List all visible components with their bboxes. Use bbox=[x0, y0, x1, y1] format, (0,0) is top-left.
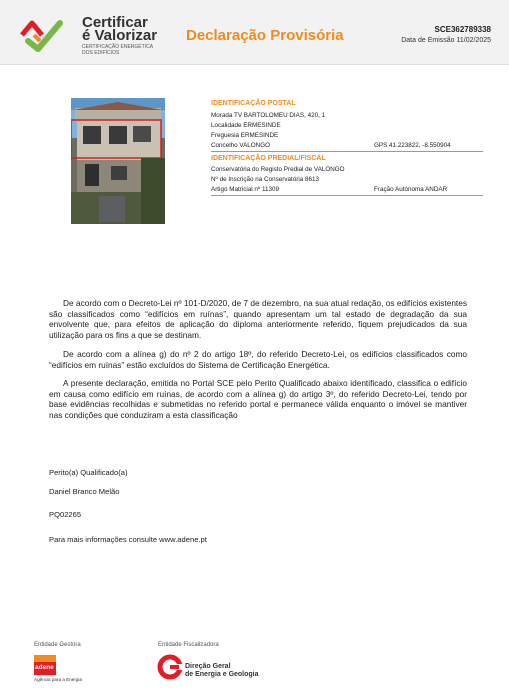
gestora-label: Entidade Gestora bbox=[34, 642, 81, 648]
adene-logo-text: adene bbox=[35, 664, 54, 671]
fiscalizadora-label: Entidade Fiscalizadora bbox=[158, 642, 219, 648]
adene-logo-band bbox=[34, 655, 56, 662]
dgeg-line-1: Direção Geral bbox=[185, 663, 231, 670]
logo-line-1: Certificar bbox=[82, 14, 148, 31]
postal-concelho: Concelho VALONGO bbox=[211, 142, 271, 149]
adene-tagline: Agência para a Energia bbox=[34, 677, 83, 682]
postal-gps: GPS 41.223822, -8.550904 bbox=[374, 142, 451, 149]
page-header bbox=[0, 0, 509, 65]
dgeg-logo-icon bbox=[157, 654, 183, 680]
section-divider bbox=[211, 195, 483, 196]
info-link-text: Para mais informações consulte www.adene.pt bbox=[49, 535, 207, 544]
predial-artigo: Artigo Matricial nº 11309 bbox=[211, 186, 279, 193]
document-title: Declaração Provisória bbox=[186, 27, 344, 44]
body-paragraph-1: De acordo com o Decreto-Lei nº 101-D/2020, de 7 de dezembro, na sua atual redação, os edifícios existentes são classificados como “edifícios em ruínas”, quando apresentam um tal estado de degradação da sua envolvente que, para efeitos de aplicação do diploma anteriormente referido, fiquem prejudicados da sua utilização para os fins a que se destinam. bbox=[49, 298, 467, 340]
predial-section-title: IDENTIFICAÇÃO PREDIAL/FISCAL bbox=[211, 155, 326, 162]
postal-section-title: IDENTIFICAÇÃO POSTAL bbox=[211, 100, 296, 107]
adene-logo bbox=[34, 655, 56, 675]
postal-localidade: Localidade ERMESINDE bbox=[211, 122, 281, 129]
building-photo bbox=[71, 98, 165, 224]
expert-code: PQ02265 bbox=[49, 510, 82, 519]
predial-fracao: Fração Autónoma ANDAR bbox=[374, 186, 448, 193]
expert-role: Perito(a) Qualificado(a) bbox=[49, 468, 128, 477]
dgeg-name bbox=[185, 663, 259, 679]
postal-freguesia: Freguesia ERMESINDE bbox=[211, 132, 279, 139]
predial-conservatoria: Conservatória do Registo Predial de VALONGO bbox=[211, 166, 345, 173]
postal-morada: Morada TV BARTOLOMEU DIAS, 420, 1 bbox=[211, 112, 326, 119]
logo-line-2: é Valorizar bbox=[82, 27, 158, 44]
certificar-checkmark-icon bbox=[20, 17, 64, 53]
dgeg-line-2: de Energia e Geologia bbox=[185, 671, 259, 678]
predial-inscricao: Nº de Inscrição na Conservatória 8613 bbox=[211, 176, 320, 183]
section-divider bbox=[211, 151, 483, 152]
document-id: SCE362789338 bbox=[434, 25, 491, 34]
logo-subtitle: CERTIFICAÇÃO ENERGÉTICA DOS EDIFÍCIOS bbox=[82, 44, 153, 56]
expert-name: Daniel Branco Melão bbox=[49, 487, 120, 496]
body-paragraph-2: De acordo com a alínea g) do nº 2 do artigo 18º, do referido Decreto-Lei, os edifícios classificados como “edifícios em ruínas” estão excluídos do Sistema de Certificação Energética. bbox=[49, 349, 467, 370]
certificar-logo bbox=[20, 13, 170, 59]
issue-date: Data de Emissão 11/02/2025 bbox=[401, 37, 491, 44]
body-paragraph-3: A presente declaração, emitida no Portal SCE pelo Perito Qualificado abaixo identificado, classifica o edifício em causa como edifício em ruínas, de acordo com a alínea g) do artigo 3º, do referido Decreto-Lei, tendo por base evidências recolhidas e submetidas no referido portal e permanece válida enquanto o imóvel se mantiver nas condições que conduziram a esta classificação bbox=[49, 378, 467, 420]
